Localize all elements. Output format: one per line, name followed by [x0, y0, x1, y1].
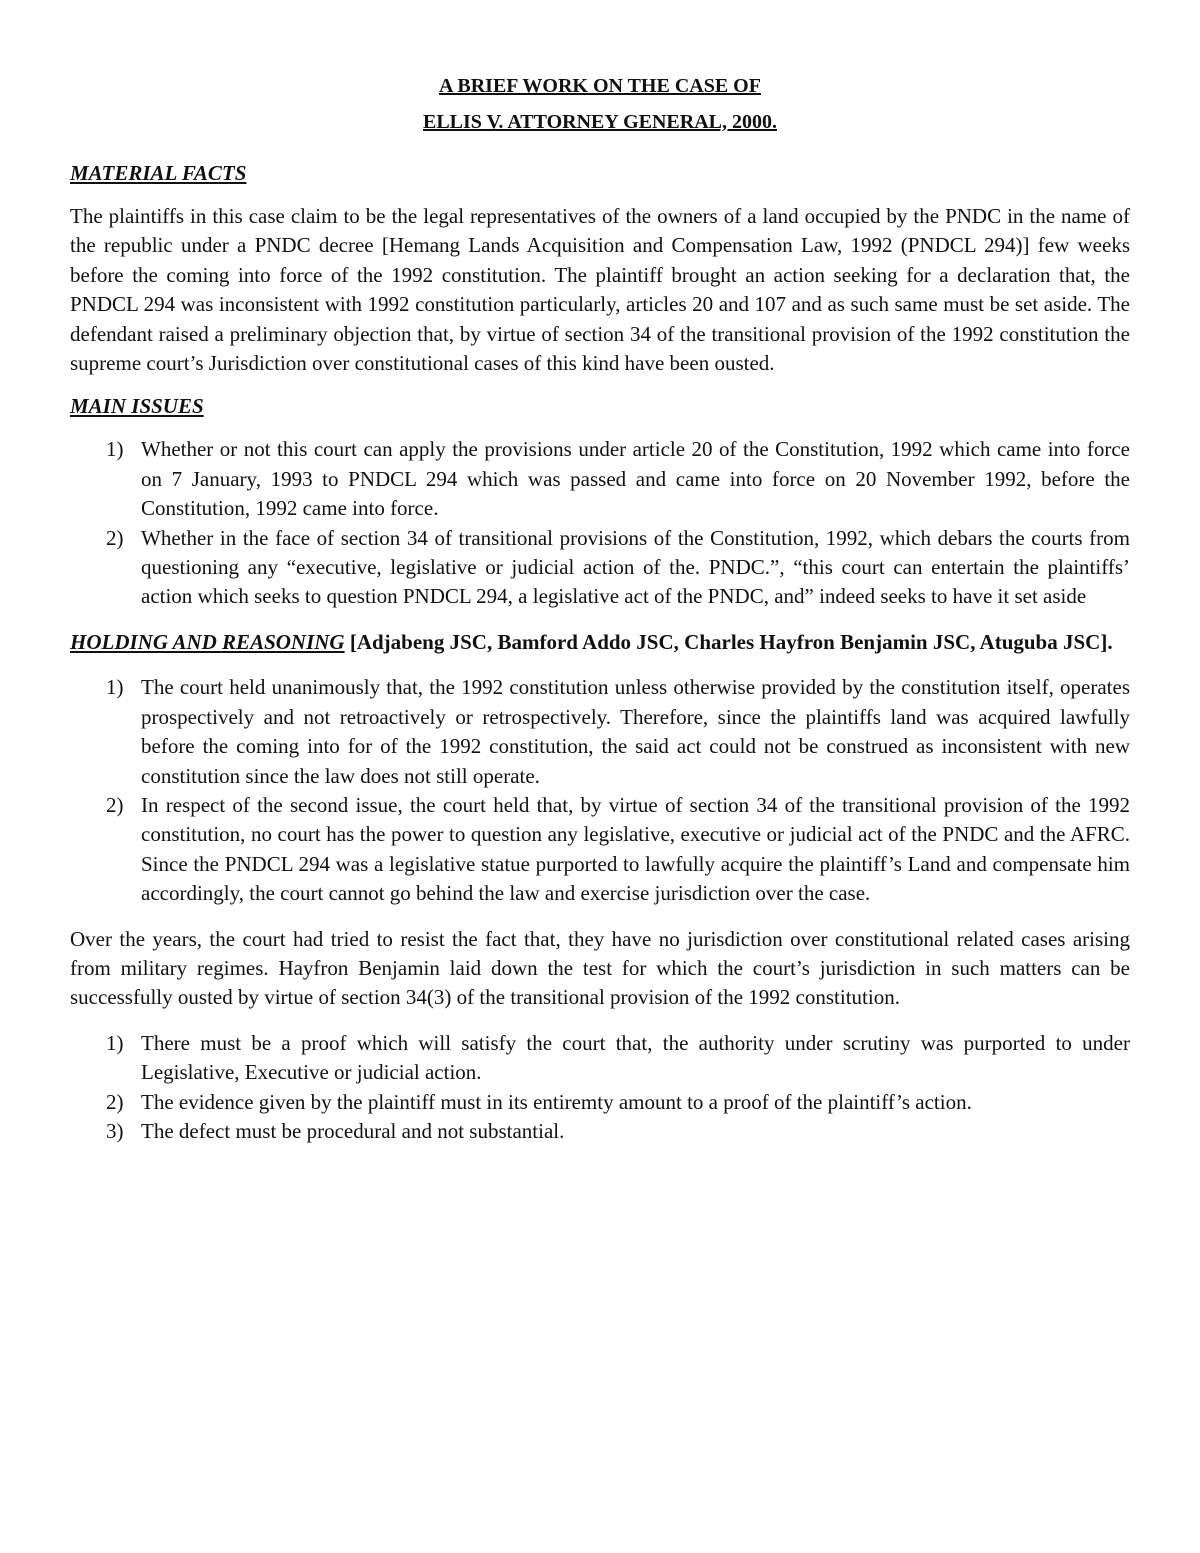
list-item-text: The evidence given by the plaintiff must in its entiremty amount to a proof of the plaintiff’s action.	[141, 1089, 972, 1114]
list-item-text: Whether or not this court can apply the provisions under article 20 of the Constitution, 1992 which came into force on 7 January, 1993 to PNDCL 294 which was passed and came into force on 20 November 1992, before the Constitution, 1992 came into force.	[141, 437, 1130, 521]
holding-heading: HOLDING AND REASONING	[70, 629, 345, 654]
test-criteria-list	[70, 1029, 1130, 1147]
main-issues-section	[70, 394, 1130, 611]
list-item	[70, 435, 1130, 523]
list-item	[70, 1088, 1130, 1117]
list-item-text: The court held unanimously that, the 1992 constitution unless otherwise provided by the constitution itself, operates prospectively and not retroactively or retrospectively. Therefore, since the plaintiffs land was acquired lawfully before the coming into for of the 1992 constitution, the said act could not be construed as inconsistent with new constitution since the law does not still operate.	[141, 675, 1130, 788]
commentary-paragraph: Over the years, the court had tried to resist the fact that, they have no jurisdiction over constitutional related cases arising from military regimes. Hayfron Benjamin laid down the test for which the court’s jurisdiction in such matters can be successfully ousted by virtue of section 34(3) of the transitional provision of the 1992 constitution.	[70, 926, 1130, 1010]
list-item-number: 2)	[106, 1089, 124, 1114]
list-item	[70, 791, 1130, 909]
holding-list	[70, 673, 1130, 908]
list-item	[70, 1117, 1130, 1146]
list-item-number: 2)	[106, 525, 124, 550]
document-page	[70, 70, 1130, 1146]
material-facts-heading: MATERIAL FACTS	[70, 161, 247, 185]
material-facts-section	[70, 161, 1130, 378]
list-item-number: 1)	[106, 1030, 124, 1055]
commentary-section	[70, 925, 1130, 1147]
holding-heading-line	[70, 628, 1130, 657]
holding-section	[70, 628, 1130, 909]
document-title-line-1: A BRIEF WORK ON THE CASE OF	[439, 75, 761, 97]
list-item-number: 3)	[106, 1118, 124, 1143]
list-item-number: 1)	[106, 437, 124, 462]
list-item-number: 1)	[106, 675, 124, 700]
list-item-number: 2)	[106, 792, 124, 817]
list-item	[70, 1029, 1130, 1088]
main-issues-heading: MAIN ISSUES	[70, 394, 204, 419]
list-item-text: The defect must be procedural and not substantial.	[141, 1118, 565, 1143]
list-item	[70, 524, 1130, 612]
list-item-text: There must be a proof which will satisfy the court that, the authority under scrutiny was purported to under Legislative, Executive or judicial action.	[141, 1030, 1130, 1085]
list-item	[70, 673, 1130, 791]
document-title-line-2: ELLIS V. ATTORNEY GENERAL, 2000.	[423, 111, 777, 133]
material-facts-paragraph: The plaintiffs in this case claim to be the legal representatives of the owners of a land occupied by the PNDC in the name of the republic under a PNDC decree [Hemang Lands Acquisition and Compensation Law, 1992 (PNDCL 294)] few weeks before the coming into force of the 1992 constitution. The plaintiff brought an action seeking for a declaration that, the PNDCL 294 was inconsistent with 1992 constitution particularly, articles 20 and 107 and as such same must be set aside. The defendant raised a preliminary objection that, by virtue of section 34 of the transitional provision of the 1992 constitution the supreme court’s Jurisdiction over constitutional cases of this kind have been ousted.	[70, 204, 1130, 376]
list-item-text: Whether in the face of section 34 of transitional provisions of the Constitution, 1992, which debars the courts from questioning any “executive, legislative or judicial action of the. PNDC.”, “this court can entertain the plaintiffs’ action which seeks to question PNDCL 294, a legislative act of the PNDC, and” indeed seeks to have it set aside	[141, 525, 1130, 609]
holding-justices: [Adjabeng JSC, Bamford Addo JSC, Charles Hayfron Benjamin JSC, Atuguba JSC].	[344, 629, 1113, 654]
main-issues-list	[70, 435, 1130, 611]
list-item-text: In respect of the second issue, the court held that, by virtue of section 34 of the transitional provision of the 1992 constitution, no court has the power to question any legislative, executive or judicial act of the PNDC and the AFRC. Since the PNDCL 294 was a legislative statue purported to lawfully acquire the plaintiff’s Land and compensate him accordingly, the court cannot go behind the law and exercise jurisdiction over the case.	[141, 792, 1130, 906]
